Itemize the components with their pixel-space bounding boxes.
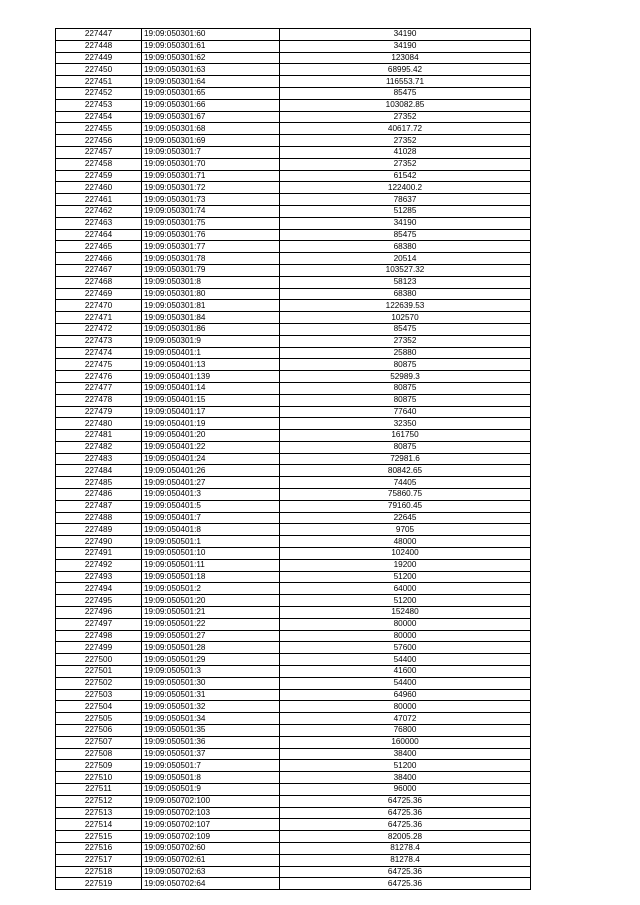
record-number-cell: 227461 (56, 194, 142, 206)
value-cell: 41028 (280, 146, 531, 158)
cadastral-number-cell: 19:09:050501:8 (142, 772, 280, 784)
cadastral-number-cell: 19:09:050301:62 (142, 52, 280, 64)
record-number-cell: 227517 (56, 854, 142, 866)
value-cell: 80000 (280, 618, 531, 630)
value-cell: 80000 (280, 701, 531, 713)
record-number-cell: 227502 (56, 677, 142, 689)
cadastral-number-cell: 19:09:050301:81 (142, 300, 280, 312)
value-cell: 64725.36 (280, 866, 531, 878)
value-cell: 81278.4 (280, 854, 531, 866)
cadastral-number-cell: 19:09:050501:2 (142, 583, 280, 595)
record-number-cell: 227457 (56, 146, 142, 158)
cadastral-number-cell: 19:09:050401:22 (142, 441, 280, 453)
value-cell: 52989.3 (280, 371, 531, 383)
table-row (56, 371, 531, 383)
value-cell: 51285 (280, 205, 531, 217)
table-row (56, 359, 531, 371)
table-row (56, 253, 531, 265)
value-cell: 96000 (280, 784, 531, 796)
cadastral-number-cell: 19:09:050702:60 (142, 842, 280, 854)
record-number-cell: 227511 (56, 784, 142, 796)
table-row (56, 842, 531, 854)
table-row (56, 52, 531, 64)
table-row (56, 170, 531, 182)
table-row (56, 264, 531, 276)
table-row (56, 559, 531, 571)
table-row (56, 335, 531, 347)
record-number-cell: 227509 (56, 760, 142, 772)
value-cell: 22645 (280, 512, 531, 524)
value-cell: 122639.53 (280, 300, 531, 312)
table-row (56, 831, 531, 843)
cadastral-number-cell: 19:09:050501:27 (142, 630, 280, 642)
value-cell: 34190 (280, 40, 531, 52)
cadastral-number-cell: 19:09:050401:27 (142, 477, 280, 489)
cadastral-number-cell: 19:09:050702:100 (142, 795, 280, 807)
record-number-cell: 227501 (56, 666, 142, 678)
record-number-cell: 227487 (56, 500, 142, 512)
table-row (56, 300, 531, 312)
cadastral-number-cell: 19:09:050702:61 (142, 854, 280, 866)
value-cell: 54400 (280, 677, 531, 689)
record-number-cell: 227456 (56, 135, 142, 147)
cadastral-number-cell: 19:09:050301:73 (142, 194, 280, 206)
value-cell: 58123 (280, 276, 531, 288)
value-cell: 77640 (280, 406, 531, 418)
cadastral-number-cell: 19:09:050501:9 (142, 784, 280, 796)
value-cell: 40617.72 (280, 123, 531, 135)
record-number-cell: 227504 (56, 701, 142, 713)
record-number-cell: 227507 (56, 736, 142, 748)
table-row (56, 111, 531, 123)
value-cell: 72981.6 (280, 453, 531, 465)
table-row (56, 146, 531, 158)
table-row (56, 418, 531, 430)
record-number-cell: 227477 (56, 382, 142, 394)
table-row (56, 217, 531, 229)
value-cell: 80875 (280, 382, 531, 394)
value-cell: 51200 (280, 571, 531, 583)
cadastral-number-cell: 19:09:050501:18 (142, 571, 280, 583)
table-row (56, 524, 531, 536)
value-cell: 32350 (280, 418, 531, 430)
cadastral-number-cell: 19:09:050301:79 (142, 264, 280, 276)
value-cell: 34190 (280, 29, 531, 41)
value-cell: 68380 (280, 288, 531, 300)
table-row (56, 123, 531, 135)
record-number-cell: 227484 (56, 465, 142, 477)
value-cell: 79160.45 (280, 500, 531, 512)
cadastral-number-cell: 19:09:050301:65 (142, 87, 280, 99)
value-cell: 161750 (280, 430, 531, 442)
cadastral-number-cell: 19:09:050401:26 (142, 465, 280, 477)
record-number-cell: 227486 (56, 489, 142, 501)
table-row (56, 500, 531, 512)
value-cell: 64725.36 (280, 878, 531, 890)
value-cell: 102400 (280, 548, 531, 560)
record-number-cell: 227450 (56, 64, 142, 76)
record-number-cell: 227483 (56, 453, 142, 465)
cadastral-number-cell: 19:09:050501:37 (142, 748, 280, 760)
cadastral-number-cell: 19:09:050401:7 (142, 512, 280, 524)
value-cell: 64725.36 (280, 807, 531, 819)
cadastral-number-cell: 19:09:050501:1 (142, 536, 280, 548)
table-row (56, 205, 531, 217)
value-cell: 68995.42 (280, 64, 531, 76)
record-number-cell: 227482 (56, 441, 142, 453)
cadastral-number-cell: 19:09:050501:34 (142, 713, 280, 725)
value-cell: 19200 (280, 559, 531, 571)
cadastral-number-cell: 19:09:050401:3 (142, 489, 280, 501)
table-row (56, 182, 531, 194)
value-cell: 57600 (280, 642, 531, 654)
cadastral-number-cell: 19:09:050301:9 (142, 335, 280, 347)
record-number-cell: 227495 (56, 595, 142, 607)
record-number-cell: 227488 (56, 512, 142, 524)
cadastral-number-cell: 19:09:050401:20 (142, 430, 280, 442)
record-number-cell: 227496 (56, 607, 142, 619)
value-cell: 9705 (280, 524, 531, 536)
table-row (56, 571, 531, 583)
cadastral-number-cell: 19:09:050301:86 (142, 323, 280, 335)
value-cell: 64725.36 (280, 819, 531, 831)
record-number-cell: 227460 (56, 182, 142, 194)
cadastral-number-cell: 19:09:050501:28 (142, 642, 280, 654)
value-cell: 80000 (280, 630, 531, 642)
value-cell: 80875 (280, 441, 531, 453)
value-cell: 20514 (280, 253, 531, 265)
cadastral-number-cell: 19:09:050301:60 (142, 29, 280, 41)
table-row (56, 229, 531, 241)
cadastral-number-cell: 19:09:050501:11 (142, 559, 280, 571)
value-cell: 51200 (280, 760, 531, 772)
record-number-cell: 227519 (56, 878, 142, 890)
table-row (56, 382, 531, 394)
value-cell: 103082.85 (280, 99, 531, 111)
table-row (56, 807, 531, 819)
value-cell: 74405 (280, 477, 531, 489)
record-number-cell: 227465 (56, 241, 142, 253)
value-cell: 75860.75 (280, 489, 531, 501)
value-cell: 80842.65 (280, 465, 531, 477)
value-cell: 85475 (280, 323, 531, 335)
cadastral-number-cell: 19:09:050501:35 (142, 725, 280, 737)
value-cell: 34190 (280, 217, 531, 229)
cadastral-number-cell: 19:09:050501:7 (142, 760, 280, 772)
cadastral-number-cell: 19:09:050301:78 (142, 253, 280, 265)
cadastral-number-cell: 19:09:050301:75 (142, 217, 280, 229)
cadastral-number-cell: 19:09:050301:84 (142, 312, 280, 324)
table-row (56, 878, 531, 890)
table-row (56, 99, 531, 111)
record-number-cell: 227466 (56, 253, 142, 265)
cadastral-number-cell: 19:09:050301:72 (142, 182, 280, 194)
record-number-cell: 227447 (56, 29, 142, 41)
cadastral-number-cell: 19:09:050401:19 (142, 418, 280, 430)
cadastral-number-cell: 19:09:050401:15 (142, 394, 280, 406)
record-number-cell: 227499 (56, 642, 142, 654)
record-number-cell: 227503 (56, 689, 142, 701)
cadastral-number-cell: 19:09:050702:64 (142, 878, 280, 890)
record-number-cell: 227497 (56, 618, 142, 630)
cadastral-number-cell: 19:09:050501:22 (142, 618, 280, 630)
value-cell: 64000 (280, 583, 531, 595)
cadastral-number-cell: 19:09:050501:31 (142, 689, 280, 701)
cadastral-number-cell: 19:09:050301:63 (142, 64, 280, 76)
table-row (56, 477, 531, 489)
table-row (56, 677, 531, 689)
record-number-cell: 227494 (56, 583, 142, 595)
value-cell: 64960 (280, 689, 531, 701)
cadastral-number-cell: 19:09:050401:24 (142, 453, 280, 465)
value-cell: 64725.36 (280, 795, 531, 807)
cadastral-number-cell: 19:09:050301:71 (142, 170, 280, 182)
table-row (56, 748, 531, 760)
value-cell: 47072 (280, 713, 531, 725)
value-cell: 38400 (280, 748, 531, 760)
record-number-cell: 227498 (56, 630, 142, 642)
record-number-cell: 227467 (56, 264, 142, 276)
value-cell: 78637 (280, 194, 531, 206)
table-row (56, 548, 531, 560)
table-row (56, 607, 531, 619)
record-number-cell: 227489 (56, 524, 142, 536)
record-number-cell: 227481 (56, 430, 142, 442)
value-cell: 82005.28 (280, 831, 531, 843)
table-row (56, 465, 531, 477)
record-number-cell: 227464 (56, 229, 142, 241)
record-number-cell: 227492 (56, 559, 142, 571)
value-cell: 27352 (280, 158, 531, 170)
record-number-cell: 227470 (56, 300, 142, 312)
value-cell: 123084 (280, 52, 531, 64)
record-number-cell: 227473 (56, 335, 142, 347)
record-number-cell: 227475 (56, 359, 142, 371)
value-cell: 51200 (280, 595, 531, 607)
record-number-cell: 227458 (56, 158, 142, 170)
table-row (56, 194, 531, 206)
cadastral-number-cell: 19:09:050301:74 (142, 205, 280, 217)
record-number-cell: 227463 (56, 217, 142, 229)
cadastral-number-cell: 19:09:050501:36 (142, 736, 280, 748)
value-cell: 25880 (280, 347, 531, 359)
table-row (56, 701, 531, 713)
cadastral-number-cell: 19:09:050702:109 (142, 831, 280, 843)
value-cell: 102570 (280, 312, 531, 324)
table-row (56, 689, 531, 701)
cadastral-number-cell: 19:09:050702:63 (142, 866, 280, 878)
table-row (56, 64, 531, 76)
table-row (56, 866, 531, 878)
value-cell: 41600 (280, 666, 531, 678)
record-number-cell: 227474 (56, 347, 142, 359)
table-row (56, 430, 531, 442)
table-row (56, 406, 531, 418)
record-number-cell: 227515 (56, 831, 142, 843)
record-number-cell: 227454 (56, 111, 142, 123)
cadastral-number-cell: 19:09:050401:13 (142, 359, 280, 371)
record-number-cell: 227506 (56, 725, 142, 737)
record-number-cell: 227471 (56, 312, 142, 324)
table-row (56, 725, 531, 737)
record-number-cell: 227516 (56, 842, 142, 854)
table-row (56, 642, 531, 654)
cadastral-number-cell: 19:09:050401:139 (142, 371, 280, 383)
cadastral-number-cell: 19:09:050702:107 (142, 819, 280, 831)
cadastral-number-cell: 19:09:050401:1 (142, 347, 280, 359)
record-number-cell: 227490 (56, 536, 142, 548)
value-cell: 27352 (280, 135, 531, 147)
table-row (56, 241, 531, 253)
value-cell: 85475 (280, 87, 531, 99)
record-number-cell: 227508 (56, 748, 142, 760)
record-number-cell: 227510 (56, 772, 142, 784)
table-row (56, 784, 531, 796)
cadastral-number-cell: 19:09:050401:14 (142, 382, 280, 394)
value-cell: 38400 (280, 772, 531, 784)
record-number-cell: 227491 (56, 548, 142, 560)
table-row (56, 29, 531, 41)
value-cell: 80875 (280, 394, 531, 406)
cadastral-number-cell: 19:09:050401:8 (142, 524, 280, 536)
table-row (56, 654, 531, 666)
record-number-cell: 227480 (56, 418, 142, 430)
cadastral-number-cell: 19:09:050501:21 (142, 607, 280, 619)
cadastral-number-cell: 19:09:050501:32 (142, 701, 280, 713)
value-cell: 80875 (280, 359, 531, 371)
table-row (56, 583, 531, 595)
cadastral-number-cell: 19:09:050501:30 (142, 677, 280, 689)
record-number-cell: 227468 (56, 276, 142, 288)
cadastral-number-cell: 19:09:050501:29 (142, 654, 280, 666)
cadastral-number-cell: 19:09:050501:10 (142, 548, 280, 560)
value-cell: 152480 (280, 607, 531, 619)
record-number-cell: 227449 (56, 52, 142, 64)
table-row (56, 288, 531, 300)
value-cell: 85475 (280, 229, 531, 241)
cadastral-number-cell: 19:09:050401:5 (142, 500, 280, 512)
cadastral-number-cell: 19:09:050301:8 (142, 276, 280, 288)
cadastral-number-cell: 19:09:050301:68 (142, 123, 280, 135)
value-cell: 61542 (280, 170, 531, 182)
table-row (56, 76, 531, 88)
table-row (56, 795, 531, 807)
cadastral-number-cell: 19:09:050301:64 (142, 76, 280, 88)
value-cell: 76800 (280, 725, 531, 737)
value-cell: 48000 (280, 536, 531, 548)
table-row (56, 666, 531, 678)
table-row (56, 760, 531, 772)
value-cell: 116553.71 (280, 76, 531, 88)
cadastral-number-cell: 19:09:050301:70 (142, 158, 280, 170)
record-number-cell: 227518 (56, 866, 142, 878)
record-number-cell: 227469 (56, 288, 142, 300)
cadastral-number-cell: 19:09:050301:69 (142, 135, 280, 147)
table-row (56, 312, 531, 324)
value-cell: 81278.4 (280, 842, 531, 854)
cadastral-number-cell: 19:09:050702:103 (142, 807, 280, 819)
value-cell: 27352 (280, 335, 531, 347)
record-number-cell: 227505 (56, 713, 142, 725)
cadastral-number-cell: 19:09:050301:61 (142, 40, 280, 52)
table-row (56, 87, 531, 99)
table-row (56, 630, 531, 642)
table-row (56, 323, 531, 335)
data-table (55, 28, 531, 890)
cadastral-number-cell: 19:09:050301:76 (142, 229, 280, 241)
cadastral-number-cell: 19:09:050301:80 (142, 288, 280, 300)
record-number-cell: 227476 (56, 371, 142, 383)
value-cell: 68380 (280, 241, 531, 253)
cadastral-number-cell: 19:09:050301:7 (142, 146, 280, 158)
table-row (56, 276, 531, 288)
cadastral-number-cell: 19:09:050301:77 (142, 241, 280, 253)
record-number-cell: 227513 (56, 807, 142, 819)
record-number-cell: 227479 (56, 406, 142, 418)
table-row (56, 40, 531, 52)
record-number-cell: 227451 (56, 76, 142, 88)
table-row (56, 772, 531, 784)
record-number-cell: 227478 (56, 394, 142, 406)
record-number-cell: 227493 (56, 571, 142, 583)
table-body (56, 29, 531, 890)
record-number-cell: 227512 (56, 795, 142, 807)
table-row (56, 736, 531, 748)
table-row (56, 135, 531, 147)
record-number-cell: 227453 (56, 99, 142, 111)
value-cell: 122400.2 (280, 182, 531, 194)
table-row (56, 394, 531, 406)
record-number-cell: 227452 (56, 87, 142, 99)
table-row (56, 713, 531, 725)
value-cell: 54400 (280, 654, 531, 666)
table-row (56, 453, 531, 465)
table-row (56, 158, 531, 170)
table-row (56, 536, 531, 548)
table-row (56, 441, 531, 453)
cadastral-number-cell: 19:09:050501:3 (142, 666, 280, 678)
record-number-cell: 227472 (56, 323, 142, 335)
record-number-cell: 227462 (56, 205, 142, 217)
record-number-cell: 227455 (56, 123, 142, 135)
record-number-cell: 227500 (56, 654, 142, 666)
table-row (56, 618, 531, 630)
record-number-cell: 227459 (56, 170, 142, 182)
table-row (56, 347, 531, 359)
table-row (56, 819, 531, 831)
value-cell: 103527.32 (280, 264, 531, 276)
value-cell: 160000 (280, 736, 531, 748)
cadastral-number-cell: 19:09:050301:66 (142, 99, 280, 111)
cadastral-number-cell: 19:09:050501:20 (142, 595, 280, 607)
table-row (56, 595, 531, 607)
record-number-cell: 227514 (56, 819, 142, 831)
record-number-cell: 227485 (56, 477, 142, 489)
cadastral-number-cell: 19:09:050301:67 (142, 111, 280, 123)
table-row (56, 512, 531, 524)
table-row (56, 854, 531, 866)
cadastral-number-cell: 19:09:050401:17 (142, 406, 280, 418)
value-cell: 27352 (280, 111, 531, 123)
table-row (56, 489, 531, 501)
record-number-cell: 227448 (56, 40, 142, 52)
